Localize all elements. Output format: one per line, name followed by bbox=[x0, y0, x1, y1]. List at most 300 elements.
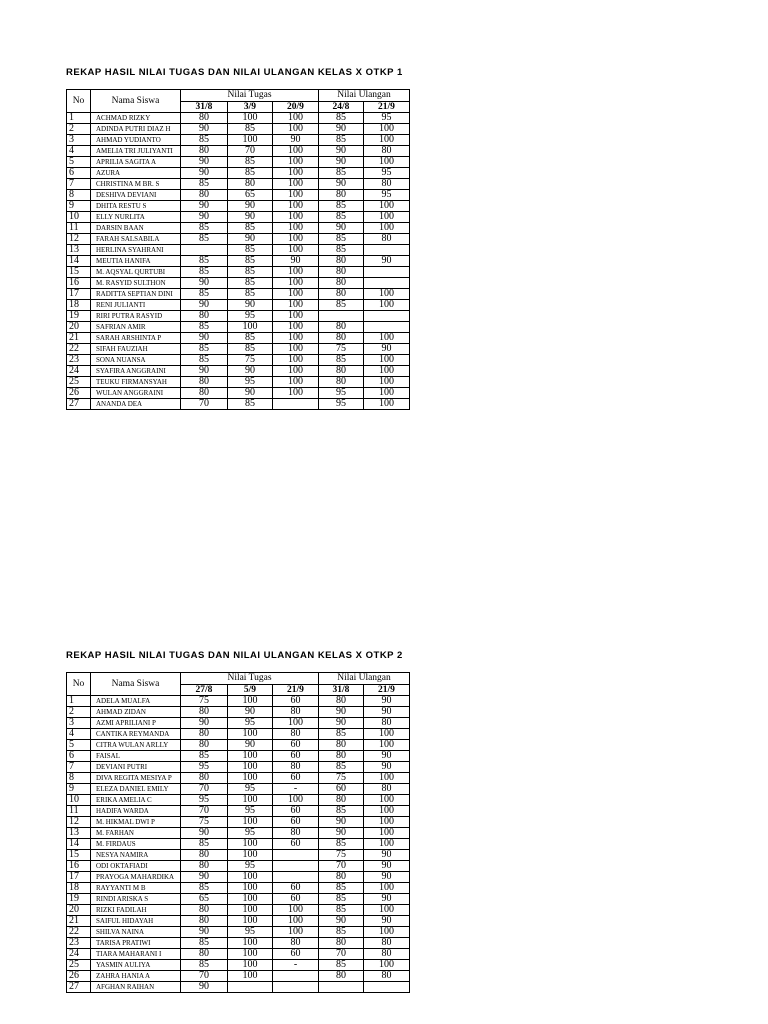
nilai-ulangan-cell: 80 bbox=[319, 751, 364, 762]
nilai-ulangan-cell: 80 bbox=[364, 784, 410, 795]
row-number: 24 bbox=[67, 949, 91, 960]
nilai-tugas-cell: 90 bbox=[228, 707, 273, 718]
student-name: DESHIVA DEVIANI bbox=[91, 190, 181, 201]
nilai-tugas-cell: 100 bbox=[273, 927, 319, 938]
student-name: AHMAD ZIDAN bbox=[91, 707, 181, 718]
nilai-tugas-cell: 95 bbox=[228, 311, 273, 322]
nilai-tugas-cell: 100 bbox=[228, 872, 273, 883]
row-number: 20 bbox=[67, 905, 91, 916]
nilai-tugas-cell bbox=[228, 982, 273, 993]
nilai-ulangan-cell: 100 bbox=[364, 740, 410, 751]
row-number: 21 bbox=[67, 916, 91, 927]
row-number: 23 bbox=[67, 938, 91, 949]
table-row bbox=[67, 267, 410, 278]
student-name: TIARA MAHARANI I bbox=[91, 949, 181, 960]
nilai-tugas-cell: 80 bbox=[273, 828, 319, 839]
student-name: ADELA MUALFA bbox=[91, 696, 181, 707]
row-number: 17 bbox=[67, 872, 91, 883]
table-row bbox=[67, 179, 410, 190]
nilai-tugas-cell: 85 bbox=[181, 256, 228, 267]
row-number: 27 bbox=[67, 399, 91, 410]
student-name: TEUKU FIRMANSYAH bbox=[91, 377, 181, 388]
otkp2-section bbox=[66, 650, 410, 993]
nilai-ulangan-cell: 85 bbox=[319, 905, 364, 916]
nilai-tugas-cell: 90 bbox=[181, 212, 228, 223]
otkp2-grade-table bbox=[66, 672, 410, 993]
table-row bbox=[67, 355, 410, 366]
nilai-tugas-cell: 85 bbox=[181, 839, 228, 850]
nilai-ulangan-cell: 60 bbox=[319, 784, 364, 795]
row-number: 1 bbox=[67, 696, 91, 707]
nilai-ulangan-cell: 100 bbox=[364, 729, 410, 740]
student-name: SARAH ARSHINTA P bbox=[91, 333, 181, 344]
student-name: CITRA WULAN ARLLY bbox=[91, 740, 181, 751]
nilai-tugas-cell: 85 bbox=[181, 234, 228, 245]
nilai-ulangan-cell: 85 bbox=[319, 762, 364, 773]
nilai-ulangan-cell: 95 bbox=[364, 168, 410, 179]
table-row bbox=[67, 861, 410, 872]
table-row bbox=[67, 740, 410, 751]
nilai-tugas-cell: 90 bbox=[181, 201, 228, 212]
nilai-ulangan-cell: 90 bbox=[319, 124, 364, 135]
nilai-tugas-cell: 80 bbox=[181, 905, 228, 916]
nilai-tugas-cell: 100 bbox=[273, 157, 319, 168]
nilai-tugas-cell: 100 bbox=[273, 124, 319, 135]
row-number: 18 bbox=[67, 883, 91, 894]
student-name: RIZKI FADILAH bbox=[91, 905, 181, 916]
nilai-tugas-cell: 100 bbox=[228, 938, 273, 949]
nilai-ulangan-cell: 70 bbox=[319, 861, 364, 872]
row-number: 15 bbox=[67, 850, 91, 861]
nilai-ulangan-cell: 80 bbox=[319, 267, 364, 278]
nilai-ulangan-cell: 80 bbox=[364, 938, 410, 949]
nilai-tugas-cell: 100 bbox=[228, 894, 273, 905]
nilai-ulangan-cell: 100 bbox=[364, 773, 410, 784]
nilai-ulangan-cell: 100 bbox=[364, 960, 410, 971]
nilai-tugas-cell: 100 bbox=[228, 839, 273, 850]
nilai-tugas-cell: 100 bbox=[273, 223, 319, 234]
nilai-ulangan-cell: 90 bbox=[319, 817, 364, 828]
header-no: No bbox=[67, 673, 91, 696]
nilai-ulangan-cell: 100 bbox=[364, 223, 410, 234]
nilai-tugas-cell: 100 bbox=[228, 883, 273, 894]
row-number: 24 bbox=[67, 366, 91, 377]
nilai-tugas-cell: 100 bbox=[228, 762, 273, 773]
header-no: No bbox=[67, 90, 91, 113]
student-name: ERIKA AMELIA C bbox=[91, 795, 181, 806]
nilai-ulangan-cell: 100 bbox=[364, 399, 410, 410]
student-name: WULAN ANGGRAINI bbox=[91, 388, 181, 399]
nilai-tugas-cell: 100 bbox=[273, 113, 319, 124]
student-name: YASMIN AULIYA bbox=[91, 960, 181, 971]
table-row bbox=[67, 124, 410, 135]
row-number: 11 bbox=[67, 223, 91, 234]
nilai-ulangan-cell: 80 bbox=[364, 179, 410, 190]
nilai-tugas-cell: 90 bbox=[273, 135, 319, 146]
nilai-tugas-cell: 100 bbox=[228, 773, 273, 784]
nilai-ulangan-cell: 100 bbox=[364, 377, 410, 388]
nilai-tugas-cell: 100 bbox=[273, 201, 319, 212]
nilai-ulangan-cell: 75 bbox=[319, 344, 364, 355]
otkp1-section bbox=[66, 67, 410, 410]
table-row bbox=[67, 190, 410, 201]
nilai-tugas-cell: 70 bbox=[181, 806, 228, 817]
nilai-tugas-cell: 90 bbox=[181, 333, 228, 344]
table-row bbox=[67, 366, 410, 377]
nilai-ulangan-cell: 90 bbox=[319, 718, 364, 729]
nilai-tugas-cell: 70 bbox=[181, 971, 228, 982]
nilai-ulangan-cell: 85 bbox=[319, 927, 364, 938]
nilai-tugas-cell: 65 bbox=[181, 894, 228, 905]
row-number: 9 bbox=[67, 201, 91, 212]
nilai-ulangan-cell: 90 bbox=[319, 223, 364, 234]
nilai-ulangan-cell: 90 bbox=[319, 828, 364, 839]
nilai-ulangan-cell: 100 bbox=[364, 883, 410, 894]
row-number: 7 bbox=[67, 762, 91, 773]
nilai-tugas-cell: 90 bbox=[181, 982, 228, 993]
nilai-tugas-cell: 80 bbox=[181, 773, 228, 784]
nilai-ulangan-cell bbox=[364, 278, 410, 289]
row-number: 15 bbox=[67, 267, 91, 278]
nilai-ulangan-cell: 80 bbox=[364, 718, 410, 729]
table-row bbox=[67, 696, 410, 707]
nilai-tugas-cell: 100 bbox=[228, 135, 273, 146]
student-name: DIVA REGITA MESIYA P bbox=[91, 773, 181, 784]
nilai-ulangan-cell: 90 bbox=[364, 850, 410, 861]
table-row bbox=[67, 839, 410, 850]
student-name: ELLY NURLITA bbox=[91, 212, 181, 223]
nilai-tugas-cell: 85 bbox=[228, 289, 273, 300]
row-number: 16 bbox=[67, 278, 91, 289]
nilai-tugas-cell: 95 bbox=[228, 828, 273, 839]
nilai-tugas-cell: 90 bbox=[228, 212, 273, 223]
nilai-tugas-cell: 80 bbox=[181, 740, 228, 751]
table-row bbox=[67, 278, 410, 289]
nilai-ulangan-cell: 90 bbox=[364, 344, 410, 355]
table-row bbox=[67, 751, 410, 762]
table-row bbox=[67, 905, 410, 916]
table-row bbox=[67, 773, 410, 784]
nilai-tugas-cell: 70 bbox=[228, 146, 273, 157]
student-name: APRILIA SAGITA A bbox=[91, 157, 181, 168]
row-number: 6 bbox=[67, 751, 91, 762]
table-row bbox=[67, 938, 410, 949]
table-row bbox=[67, 256, 410, 267]
nilai-tugas-cell bbox=[181, 245, 228, 256]
student-name: CHRISTINA M BR. S bbox=[91, 179, 181, 190]
student-name: SIFAH FAUZIAH bbox=[91, 344, 181, 355]
student-name: RADITTA SEPTIAN DINI bbox=[91, 289, 181, 300]
nilai-ulangan-cell: 85 bbox=[319, 806, 364, 817]
row-number: 18 bbox=[67, 300, 91, 311]
nilai-tugas-cell: 100 bbox=[228, 817, 273, 828]
student-name: SYAFIRA ANGGRAINI bbox=[91, 366, 181, 377]
header-tugas-date: 27/8 bbox=[181, 685, 228, 696]
nilai-ulangan-cell: 100 bbox=[364, 201, 410, 212]
table-row bbox=[67, 718, 410, 729]
row-number: 4 bbox=[67, 146, 91, 157]
student-name: PRAYOGA MAHARDIKA bbox=[91, 872, 181, 883]
nilai-tugas-cell: 100 bbox=[228, 905, 273, 916]
nilai-tugas-cell: 70 bbox=[181, 399, 228, 410]
nilai-tugas-cell: 90 bbox=[181, 828, 228, 839]
row-number: 19 bbox=[67, 894, 91, 905]
nilai-ulangan-cell: 90 bbox=[364, 696, 410, 707]
nilai-tugas-cell: 75 bbox=[228, 355, 273, 366]
table-row bbox=[67, 300, 410, 311]
nilai-ulangan-cell: 85 bbox=[319, 135, 364, 146]
table-row bbox=[67, 146, 410, 157]
table-row bbox=[67, 322, 410, 333]
nilai-ulangan-cell: 95 bbox=[364, 113, 410, 124]
nilai-ulangan-cell: 85 bbox=[319, 839, 364, 850]
table-row bbox=[67, 872, 410, 883]
nilai-tugas-cell: 60 bbox=[273, 894, 319, 905]
header-nama-siswa: Nama Siswa bbox=[91, 673, 181, 696]
row-number: 9 bbox=[67, 784, 91, 795]
nilai-ulangan-cell: 75 bbox=[319, 773, 364, 784]
nilai-ulangan-cell: 70 bbox=[319, 949, 364, 960]
nilai-tugas-cell: 100 bbox=[273, 333, 319, 344]
row-number: 3 bbox=[67, 135, 91, 146]
nilai-tugas-cell: 95 bbox=[228, 861, 273, 872]
nilai-ulangan-cell bbox=[364, 311, 410, 322]
nilai-ulangan-cell: 80 bbox=[319, 740, 364, 751]
nilai-ulangan-cell: 85 bbox=[319, 729, 364, 740]
nilai-tugas-cell: 100 bbox=[273, 344, 319, 355]
nilai-ulangan-cell: 85 bbox=[319, 355, 364, 366]
nilai-tugas-cell: 80 bbox=[181, 850, 228, 861]
nilai-tugas-cell: 95 bbox=[228, 718, 273, 729]
header-nama-siswa: Nama Siswa bbox=[91, 90, 181, 113]
nilai-tugas-cell: 80 bbox=[273, 762, 319, 773]
nilai-tugas-cell: 90 bbox=[181, 872, 228, 883]
student-name: ACHMAD RIZKY bbox=[91, 113, 181, 124]
table-row bbox=[67, 234, 410, 245]
table-row bbox=[67, 289, 410, 300]
nilai-tugas-cell: 80 bbox=[181, 146, 228, 157]
nilai-tugas-cell bbox=[273, 982, 319, 993]
nilai-ulangan-cell: 85 bbox=[319, 201, 364, 212]
row-number: 13 bbox=[67, 828, 91, 839]
header-ulangan-date: 21/9 bbox=[364, 102, 410, 113]
table-row bbox=[67, 795, 410, 806]
nilai-ulangan-cell: 80 bbox=[319, 256, 364, 267]
header-tugas-date: 5/9 bbox=[228, 685, 273, 696]
nilai-ulangan-cell: 80 bbox=[364, 234, 410, 245]
student-name: M. HIKMAL DWI P bbox=[91, 817, 181, 828]
student-name: SAIFUL HIDAYAH bbox=[91, 916, 181, 927]
nilai-tugas-cell: 100 bbox=[228, 322, 273, 333]
table-row bbox=[67, 806, 410, 817]
row-number: 27 bbox=[67, 982, 91, 993]
nilai-tugas-cell: 80 bbox=[181, 916, 228, 927]
table-row bbox=[67, 311, 410, 322]
table-row bbox=[67, 927, 410, 938]
nilai-tugas-cell bbox=[273, 399, 319, 410]
nilai-tugas-cell: 60 bbox=[273, 773, 319, 784]
nilai-ulangan-cell: 90 bbox=[319, 179, 364, 190]
row-number: 4 bbox=[67, 729, 91, 740]
table-row bbox=[67, 399, 410, 410]
header-nilai-ulangan: Nilai Ulangan bbox=[319, 90, 410, 102]
nilai-ulangan-cell: 100 bbox=[364, 124, 410, 135]
table-row bbox=[67, 157, 410, 168]
row-number: 2 bbox=[67, 707, 91, 718]
nilai-tugas-cell: 85 bbox=[228, 344, 273, 355]
nilai-ulangan-cell: 90 bbox=[364, 894, 410, 905]
nilai-ulangan-cell: 80 bbox=[319, 696, 364, 707]
nilai-tugas-cell: 100 bbox=[273, 289, 319, 300]
nilai-tugas-cell: 90 bbox=[181, 157, 228, 168]
nilai-ulangan-cell bbox=[319, 982, 364, 993]
student-name: CANTIKA REYMANDA bbox=[91, 729, 181, 740]
student-name: ODI OKTAFIADI bbox=[91, 861, 181, 872]
nilai-tugas-cell: 85 bbox=[181, 289, 228, 300]
nilai-ulangan-cell: 90 bbox=[364, 256, 410, 267]
nilai-tugas-cell: 80 bbox=[273, 729, 319, 740]
nilai-tugas-cell: 100 bbox=[228, 795, 273, 806]
nilai-ulangan-cell: 90 bbox=[364, 916, 410, 927]
student-name: RENI JULIANTI bbox=[91, 300, 181, 311]
nilai-tugas-cell: 100 bbox=[273, 718, 319, 729]
nilai-tugas-cell: 100 bbox=[273, 146, 319, 157]
nilai-tugas-cell: 60 bbox=[273, 751, 319, 762]
row-number: 14 bbox=[67, 839, 91, 850]
nilai-ulangan-cell: 80 bbox=[364, 949, 410, 960]
nilai-tugas-cell: 100 bbox=[273, 212, 319, 223]
nilai-tugas-cell: 60 bbox=[273, 806, 319, 817]
nilai-ulangan-cell: 85 bbox=[319, 883, 364, 894]
row-number: 3 bbox=[67, 718, 91, 729]
nilai-ulangan-cell: 85 bbox=[319, 894, 364, 905]
nilai-tugas-cell: 85 bbox=[228, 256, 273, 267]
nilai-ulangan-cell: 85 bbox=[319, 960, 364, 971]
table-row bbox=[67, 784, 410, 795]
nilai-tugas-cell: 85 bbox=[181, 267, 228, 278]
nilai-tugas-cell: 95 bbox=[181, 762, 228, 773]
nilai-tugas-cell: 60 bbox=[273, 696, 319, 707]
table-row bbox=[67, 344, 410, 355]
nilai-ulangan-cell: 100 bbox=[364, 806, 410, 817]
nilai-ulangan-cell: 85 bbox=[319, 168, 364, 179]
nilai-tugas-cell: 100 bbox=[273, 388, 319, 399]
nilai-tugas-cell: 85 bbox=[181, 322, 228, 333]
nilai-tugas-cell: 100 bbox=[273, 267, 319, 278]
header-tugas-date: 3/9 bbox=[228, 102, 273, 113]
nilai-tugas-cell: 60 bbox=[273, 949, 319, 960]
nilai-tugas-cell: 85 bbox=[181, 179, 228, 190]
nilai-ulangan-cell: 90 bbox=[319, 146, 364, 157]
nilai-ulangan-cell: 100 bbox=[364, 905, 410, 916]
row-number: 10 bbox=[67, 212, 91, 223]
nilai-ulangan-cell: 85 bbox=[319, 300, 364, 311]
table-row bbox=[67, 168, 410, 179]
table-row bbox=[67, 707, 410, 718]
nilai-ulangan-cell: 100 bbox=[364, 355, 410, 366]
header-ulangan-date: 24/8 bbox=[319, 102, 364, 113]
table-row bbox=[67, 333, 410, 344]
nilai-ulangan-cell: 80 bbox=[319, 366, 364, 377]
nilai-tugas-cell: 85 bbox=[228, 267, 273, 278]
table-row bbox=[67, 949, 410, 960]
nilai-ulangan-cell: 80 bbox=[319, 938, 364, 949]
nilai-ulangan-cell: 80 bbox=[319, 190, 364, 201]
nilai-tugas-cell: 100 bbox=[228, 916, 273, 927]
nilai-tugas-cell: 80 bbox=[181, 388, 228, 399]
row-number: 12 bbox=[67, 817, 91, 828]
nilai-tugas-cell: 85 bbox=[228, 245, 273, 256]
row-number: 12 bbox=[67, 234, 91, 245]
nilai-tugas-cell: 100 bbox=[273, 190, 319, 201]
student-name: AZMI APRILIANI P bbox=[91, 718, 181, 729]
nilai-tugas-cell: 60 bbox=[273, 839, 319, 850]
nilai-tugas-cell: 95 bbox=[181, 795, 228, 806]
nilai-ulangan-cell: 100 bbox=[364, 289, 410, 300]
table-row bbox=[67, 201, 410, 212]
nilai-ulangan-cell: 85 bbox=[319, 212, 364, 223]
nilai-tugas-cell: 85 bbox=[181, 223, 228, 234]
nilai-ulangan-cell: 80 bbox=[319, 971, 364, 982]
nilai-ulangan-cell: 90 bbox=[364, 861, 410, 872]
nilai-ulangan-cell: 100 bbox=[364, 828, 410, 839]
header-nilai-tugas: Nilai Tugas bbox=[181, 90, 319, 102]
header-ulangan-date: 21/9 bbox=[364, 685, 410, 696]
nilai-ulangan-cell: 85 bbox=[319, 245, 364, 256]
nilai-tugas-cell: 100 bbox=[273, 311, 319, 322]
row-number: 11 bbox=[67, 806, 91, 817]
nilai-ulangan-cell bbox=[319, 311, 364, 322]
nilai-tugas-cell: 80 bbox=[181, 861, 228, 872]
row-number: 19 bbox=[67, 311, 91, 322]
nilai-tugas-cell: 90 bbox=[181, 718, 228, 729]
nilai-tugas-cell: 70 bbox=[181, 784, 228, 795]
row-number: 10 bbox=[67, 795, 91, 806]
nilai-tugas-cell: 80 bbox=[181, 707, 228, 718]
table-row bbox=[67, 388, 410, 399]
header-nilai-tugas: Nilai Tugas bbox=[181, 673, 319, 685]
nilai-tugas-cell: 90 bbox=[228, 740, 273, 751]
row-number: 25 bbox=[67, 960, 91, 971]
row-number: 16 bbox=[67, 861, 91, 872]
nilai-tugas-cell: 80 bbox=[273, 938, 319, 949]
nilai-tugas-cell: 100 bbox=[228, 696, 273, 707]
nilai-tugas-cell: 100 bbox=[228, 729, 273, 740]
nilai-ulangan-cell: 90 bbox=[364, 751, 410, 762]
student-name: HERLINA SYAHRANI bbox=[91, 245, 181, 256]
nilai-tugas-cell: 90 bbox=[181, 300, 228, 311]
nilai-tugas-cell: 85 bbox=[228, 157, 273, 168]
row-number: 17 bbox=[67, 289, 91, 300]
row-number: 21 bbox=[67, 333, 91, 344]
nilai-tugas-cell: 85 bbox=[181, 883, 228, 894]
nilai-tugas-cell: 100 bbox=[273, 366, 319, 377]
row-number: 13 bbox=[67, 245, 91, 256]
nilai-ulangan-cell: 100 bbox=[364, 817, 410, 828]
table-row bbox=[67, 377, 410, 388]
nilai-ulangan-cell: 80 bbox=[319, 322, 364, 333]
nilai-ulangan-cell: 100 bbox=[364, 839, 410, 850]
nilai-ulangan-cell: 100 bbox=[364, 212, 410, 223]
nilai-tugas-cell: 75 bbox=[181, 696, 228, 707]
table-row bbox=[67, 729, 410, 740]
table-row bbox=[67, 971, 410, 982]
nilai-ulangan-cell: 100 bbox=[364, 388, 410, 399]
nilai-tugas-cell: 75 bbox=[181, 817, 228, 828]
nilai-tugas-cell: 100 bbox=[273, 795, 319, 806]
student-name: M. FIRDAUS bbox=[91, 839, 181, 850]
nilai-tugas-cell: 85 bbox=[181, 344, 228, 355]
